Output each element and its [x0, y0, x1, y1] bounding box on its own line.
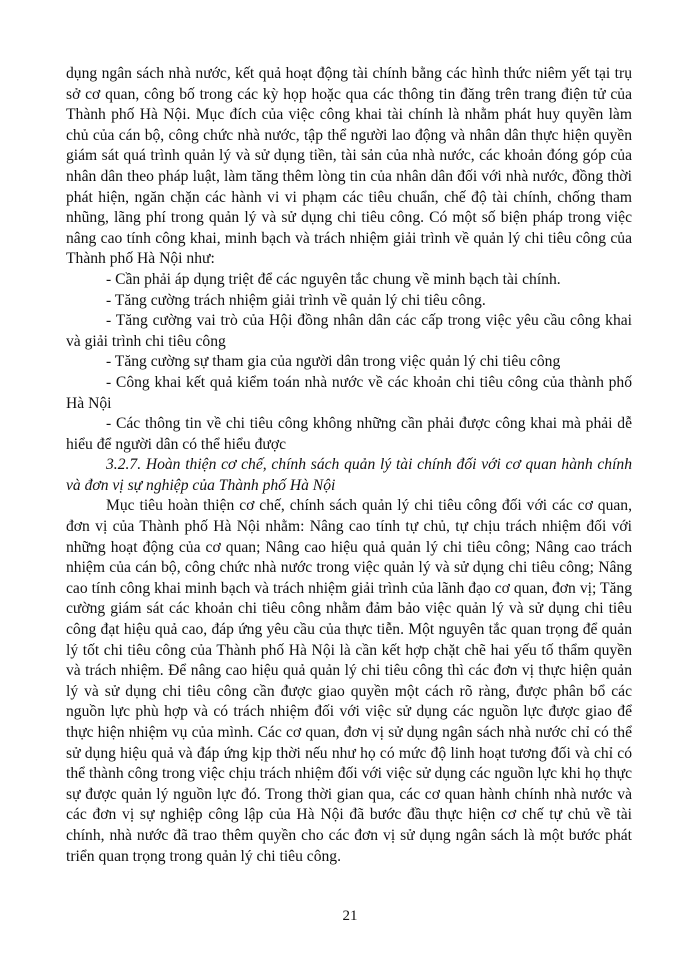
- section-heading: 3.2.7. Hoàn thiện cơ chế, chính sách quản lý tài chính đối với cơ quan hành chính và đơn vị sự nghiệp của Thành phố Hà Nội: [66, 456, 632, 494]
- bullet-item: - Cần phải áp dụng triệt để các nguyên tắc chung về minh bạch tài chính.: [106, 270, 561, 288]
- bullet-item: - Tăng cường vai trò của Hội đồng nhân dân các cấp trong việc yêu cầu công khai và giải trình chi tiêu công: [66, 312, 632, 350]
- bullet-item: - Tăng cường trách nhiệm giải trình về quản lý chi tiêu công.: [106, 291, 486, 309]
- bullet-item: - Công khai kết quả kiểm toán nhà nước về các khoản chi tiêu công của thành phố Hà Nội: [66, 373, 632, 412]
- bullet-item: - Tăng cường sự tham gia của người dân trong việc quản lý chi tiêu công: [106, 353, 561, 371]
- paragraph-main: Mục tiêu hoàn thiện cơ chế, chính sách quản lý chi tiêu công đối với các cơ quan, đơn vị của Thành phố Hà Nội nhằm: Nâng cao tính tự chủ, tự chịu trách nhiệm đối với những hoạt động của cơ quan; Nâng cao hiệu quả quản lý chi tiêu công; Nâng cao trách nhiệm của cán bộ, công chức nhà nước trong việc quản lý và sử dụng chi tiêu công; Nâng cao tính công khai minh bạch và trách nhiệm giải trình của lãnh đạo cơ quan, đơn vị; Tăng cường giám sát các khoản chi tiêu công nhằm đảm bảo việc quản lý và sử dụng chi tiêu công đạt hiệu quả cao, đáp ứng yêu cầu của thực tiễn. Một nguyên tắc quan trọng để quản lý tốt chi tiêu công của Thành phố Hà Nội là cần kết hợp chặt chẽ hai yếu tố thẩm quyền và trách nhiệm. Để nâng cao hiệu quả quản lý chi tiêu công thì các đơn vị thực hiện quản lý và sử dụng chi tiêu công cần được giao quyền một cách rõ ràng, được phân bổ các nguồn lực phù hợp và có trách nhiệm đối với việc sử dụng các nguồn lực được giao để thực hiện nhiệm vụ của mình. Các cơ quan, đơn vị sử dụng ngân sách nhà nước chỉ có thể sử dụng hiệu quả và đáp ứng kịp thời nếu như họ có mức độ linh hoạt tương đối và chỉ có thể thành công trong việc chịu trách nhiệm đối với việc sử dụng các nguồn lực khi họ thực sự được quản lý nguồn lực đó. Trong thời gian qua, các cơ quan hành chính nhà nước và các đơn vị sự nghiệp công lập của Hà Nội đã bước đầu thực hiện cơ chế tự chủ về tài chính, nhà nước đã trao thêm quyền cho các đơn vị sử dụng ngân sách là một bước phát triển quan trọng trong quản lý chi tiêu công.: [66, 497, 632, 865]
- page-number: 21: [342, 908, 358, 924]
- body-text: [66, 64, 632, 867]
- paragraph-intro: dụng ngân sách nhà nước, kết quả hoạt động tài chính bằng các hình thức niêm yết tại trụ sở cơ quan, công bố trong các kỳ họp hoặc qua các thông tin đăng trên trang điện tử của Thành phố Hà Nội. Mục đích của việc công khai tài chính là nhằm phát huy quyền làm chủ của cán bộ, công chức nhà nước, tập thể người lao động và nhân dân thực hiện quyền giám sát quá trình quản lý và sử dụng tiền, tài sản của nhà nước, các khoản đóng góp của nhân dân theo pháp luật, làm tăng thêm lòng tin của nhân dân đối với nhà nước, đồng thời phát hiện, ngăn chặn các hành vi vi phạm các tiêu chuẩn, chế độ tài chính, chống tham nhũng, lãng phí trong quản lý và sử dụng chi tiêu công. Có một số biện pháp trong việc nâng cao tính công khai, minh bạch và trách nhiệm giải trình về quản lý chi tiêu công của Thành phố Hà Nội như:: [66, 65, 632, 268]
- bullet-item: - Các thông tin về chi tiêu công không những cần phải được công khai mà phải dễ hiểu để người dân có thể hiểu được: [66, 415, 632, 453]
